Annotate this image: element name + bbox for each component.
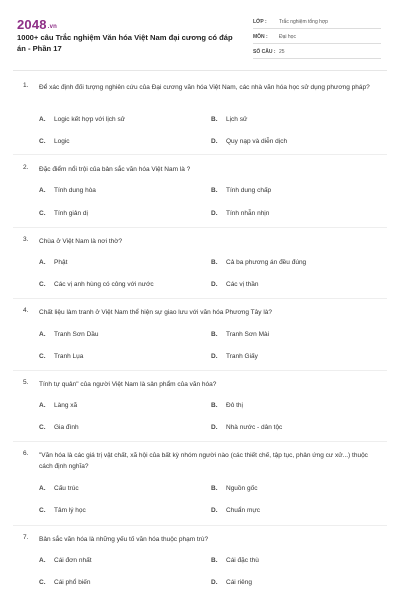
option-d[interactable] (211, 281, 259, 288)
option-c[interactable] (39, 507, 86, 514)
option-text: Logic kết hợp với lịch sử (54, 116, 126, 123)
question-number: 3. (23, 236, 29, 243)
option-letter: B. (211, 259, 218, 266)
option-letter: D. (211, 579, 218, 586)
option-letter: B. (211, 331, 218, 338)
option-letter: C. (39, 353, 46, 360)
meta-value: 25 (279, 49, 285, 55)
option-a[interactable] (39, 331, 99, 338)
option-letter: B. (211, 557, 218, 564)
option-text: Gia đình (54, 424, 79, 431)
option-d[interactable] (211, 138, 287, 145)
option-letter: D. (211, 138, 218, 145)
option-c[interactable] (39, 424, 79, 431)
question-number: 6. (23, 450, 29, 457)
option-text: Các vị anh hùng có công với nước (54, 281, 154, 288)
option-letter: A. (39, 116, 46, 123)
option-b[interactable] (211, 485, 257, 492)
option-letter: D. (211, 210, 218, 217)
question-text: Tính tự quản" của người Việt Nam là sản phẩm của văn hóa? (39, 381, 217, 388)
option-b[interactable] (211, 187, 271, 194)
option-letter: D. (211, 424, 218, 431)
question-separator (13, 441, 387, 442)
option-letter: C. (39, 424, 46, 431)
question-number: 5. (23, 379, 29, 386)
meta-row-subject (253, 29, 381, 44)
meta-row-count (253, 44, 381, 59)
option-text: Cả ba phương án đều đúng (226, 259, 307, 266)
option-letter: C. (39, 138, 46, 145)
site-logo[interactable] (17, 17, 57, 32)
option-text: Logic (54, 138, 70, 145)
option-letter: D. (211, 507, 218, 514)
question-text: Đặc điểm nổi trội của bản sắc văn hóa Việt Nam là ? (39, 166, 191, 173)
option-letter: D. (211, 353, 218, 360)
option-text: Cấu trúc (54, 485, 79, 492)
option-text: Cái phổ biến (54, 579, 91, 586)
option-d[interactable] (211, 507, 260, 514)
meta-info (253, 14, 381, 59)
option-a[interactable] (39, 557, 92, 564)
option-text: Cái đặc thù (226, 557, 259, 564)
option-a[interactable] (39, 116, 125, 123)
question-number: 1. (23, 82, 29, 89)
option-d[interactable] (211, 210, 269, 217)
option-text: Tính nhẫn nhịn (226, 210, 270, 217)
option-letter: A. (39, 557, 46, 564)
option-letter: C. (39, 281, 46, 288)
option-letter: A. (39, 259, 46, 266)
option-text: Đô thị (226, 402, 243, 409)
option-text: Làng xã (54, 402, 78, 409)
option-d[interactable] (211, 579, 252, 586)
option-c[interactable] (39, 353, 83, 360)
option-c[interactable] (39, 210, 88, 217)
question-text: Để xác định đối tượng nghiên cứu của Đại cương văn hóa Việt Nam, các nhà văn hóa học sử dụng phương pháp? (39, 84, 370, 91)
option-text: Tranh Sơn Dầu (54, 331, 99, 338)
question-separator (13, 227, 387, 228)
question-text: Bản sắc văn hóa là những yếu tố văn hóa thuộc phạm trù? (39, 536, 209, 543)
option-letter: A. (39, 331, 46, 338)
question-text: "Văn hóa là các giá trị vật chất, xã hội của bất kỳ nhóm người nào (các thiết chế, tập tục, phản ứng cư xử...) thuộc cách định nghĩa? (39, 452, 368, 470)
option-letter: C. (39, 579, 46, 586)
question-separator (13, 154, 387, 155)
option-text: Lịch sử (226, 116, 248, 123)
option-b[interactable] (211, 557, 259, 564)
option-letter: B. (211, 187, 218, 194)
option-text: Nhà nước - dân tộc (226, 424, 283, 431)
option-b[interactable] (211, 259, 306, 266)
option-text: Quy nạp và diễn dịch (226, 138, 288, 145)
option-b[interactable] (211, 402, 243, 409)
option-letter: B. (211, 402, 218, 409)
option-text: Tranh Lụa (54, 353, 84, 360)
meta-value: Trắc nghiệm tổng hợp (279, 19, 328, 25)
page-title: 1000+ câu Trắc nghiệm Văn hóa Việt Nam đại cương có đáp án - Phần 17 (17, 33, 233, 53)
option-a[interactable] (39, 402, 77, 409)
logo-text: 2048 (17, 17, 47, 32)
option-c[interactable] (39, 579, 91, 586)
meta-label: MÔN : (253, 34, 268, 40)
meta-label: LỚP : (253, 19, 267, 25)
option-text: Tranh Sơn Mài (226, 331, 270, 338)
option-text: Tâm lý học (54, 507, 86, 514)
option-letter: C. (39, 507, 46, 514)
option-text: Chuẩn mực (226, 507, 260, 514)
logo-suffix: .vn (47, 24, 58, 30)
meta-row-class (253, 14, 381, 29)
option-text: Tính giản dị (54, 210, 88, 217)
option-letter: A. (39, 187, 46, 194)
option-d[interactable] (211, 353, 258, 360)
question-number: 2. (23, 164, 29, 171)
option-letter: B. (211, 485, 218, 492)
option-c[interactable] (39, 138, 70, 145)
option-letter: A. (39, 485, 46, 492)
option-text: Các vị thần (226, 281, 259, 288)
option-a[interactable] (39, 187, 96, 194)
option-text: Tranh Giấy (226, 353, 258, 360)
option-b[interactable] (211, 116, 247, 123)
question-text: Chất liệu làm tranh ở Việt Nam thể hiện sự giao lưu với văn hóa Phương Tây là? (39, 309, 273, 316)
question-separator (13, 370, 387, 371)
question-number: 4. (23, 307, 29, 314)
option-text: Phật (54, 259, 68, 266)
option-text: Tính dung chấp (226, 187, 272, 194)
option-text: Tính dung hòa (54, 187, 96, 194)
option-letter: C. (39, 210, 46, 217)
question-separator (13, 298, 387, 299)
option-c[interactable] (39, 281, 154, 288)
option-d[interactable] (211, 424, 282, 431)
option-text: Cái đơn nhất (54, 557, 92, 564)
meta-label: SỐ CÂU : (253, 49, 276, 55)
page-header (0, 0, 400, 64)
option-a[interactable] (39, 485, 79, 492)
option-text: Nguồn gốc (226, 485, 258, 492)
option-letter: B. (211, 116, 218, 123)
option-text: Cái riêng (226, 579, 253, 586)
question-text: Chùa ở Việt Nam là nơi thờ? (39, 238, 123, 245)
option-letter: D. (211, 281, 218, 288)
option-letter: A. (39, 402, 46, 409)
question-separator (13, 525, 387, 526)
option-b[interactable] (211, 331, 269, 338)
option-a[interactable] (39, 259, 67, 266)
meta-value: Đại học (279, 34, 296, 40)
header-divider (13, 70, 387, 71)
question-number: 7. (23, 534, 29, 541)
